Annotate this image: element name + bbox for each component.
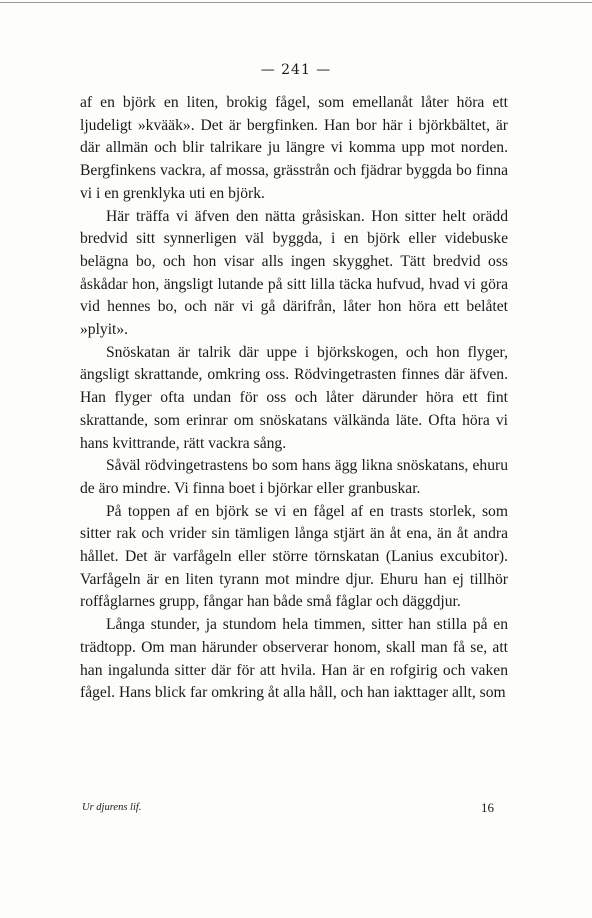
paragraph-5: På toppen af en björk se vi en fågel af en trasts storlek, som sitter rak och vrider sin tämligen långa stjärt än åt ena, än åt andra hållet. Det är varfågeln eller större törnskatan (Lanius excubitor). Varfågeln är en liten tyrann mot mindre djur. Ehuru han ej tillhör roffåglarnes grupp, fångar han både små fåglar och däggdjur. (80, 502, 508, 611)
paragraph-1: af en björk en liten, brokig fågel, som emellanåt låter höra ett ljudeligt »kvääk». Det är bergfinken. Han bor här i björkbältet, är där allmän och blir talrikare ju längre vi komma upp mot norden. Bergfinkens vackra, af mossa, grässtrån och fjädrar byggda bo finna vi i en grenklyka uti en björk. (80, 94, 508, 202)
body-text (80, 92, 508, 705)
top-edge-rule (0, 2, 592, 3)
paragraph-4: Såväl rödvingetrastens bo som hans ägg likna snöskatans, ehuru de äro mindre. Vi finna boet i björkar eller granbuskar. (80, 457, 508, 497)
paragraph-2: Här träffa vi äfven den nätta gråsiskan. Hon sitter helt orädd bredvid sitt synnerligen väl byggda, i en björk eller videbuske belägna bo, och hon visar alls ingen skygghet. Tätt bredvid oss åskådar hon, ängsligt lutande på sitt lilla täcka hufvud, hvad vi göra vid hennes bo, och när vi gå därifrån, låter hon höra ett belåtet »plyit». (80, 207, 508, 339)
sheet-number: 16 (481, 800, 494, 815)
signature-mark: Ur djurens lif. (82, 802, 142, 813)
paragraph-6: Långa stunder, ja stundom hela timmen, sitter han stilla på en trädtopp. Om man härunder observerar honom, skall man få se, att han ingalunda sitter där för att hvila. Han är en rofgirig och vaken fågel. Hans blick far omkring åt alla håll, och han iakttager allt, som (80, 616, 508, 702)
page-number: — 241 — (260, 62, 332, 78)
paragraph-3: Snöskatan är talrik där uppe i björkskogen, och hon flyger, ängsligt skrattande, omkring oss. Rödvingetrasten finnes där äfven. Han flyger ofta undan för oss och låter därunder höra ett fint skrattande, som erinrar om snöskatans välkända läte. Ofta höra vi hans kvittrande, rätt vackra sång. (80, 343, 508, 452)
